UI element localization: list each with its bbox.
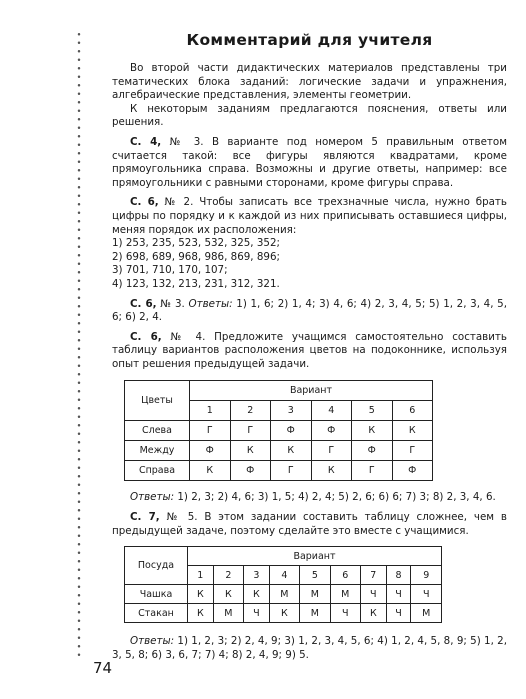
table-cell: К <box>352 421 393 441</box>
table-cell: Ч <box>244 604 270 623</box>
table-cell: Г <box>352 461 393 481</box>
table-cell: Ч <box>411 585 442 604</box>
table-col-header: 3 <box>244 566 270 585</box>
table-col-header: 8 <box>386 566 411 585</box>
list-item: 3) 701, 710, 170, 107; <box>112 264 228 277</box>
table-corner-label: Цветы <box>125 381 190 421</box>
answers-paragraph-2 <box>112 635 507 662</box>
table-group-header: Вариант <box>188 547 442 566</box>
section-text: № 4. Предложите учащимся самостоятельно составить таблицу вариантов расположения цветов на подоконнике, используя опыт решения предыдущей задачи. <box>112 330 507 370</box>
list-item: 1) 253, 235, 523, 532, 325, 352; <box>112 237 280 250</box>
intro-paragraph-2: К некоторым заданиям предлагаются пояснения, ответы или решения. <box>112 102 507 129</box>
list-item: 4) 123, 132, 213, 231, 312, 321. <box>112 277 280 290</box>
table-col-header: 1 <box>190 401 231 421</box>
table-cell: Ф <box>190 441 231 461</box>
answers-text: 1) 1, 2, 3; 2) 2, 4, 9; 3) 1, 2, 3, 4, 5, 6; 4) 1, 2, 4, 5, 8, 9; 5) 1, 2, 3, 5, 8; 6) 3, 6, 7; 7) 4; 8) 2, 4, 9; 9) 5. <box>112 635 507 661</box>
dotted-margin-line <box>76 30 82 660</box>
answers-label: Ответы: <box>130 491 175 504</box>
table-cell: Г <box>392 441 433 461</box>
section-p6-n2 <box>112 196 507 237</box>
table-cell: М <box>269 585 299 604</box>
table-cell: К <box>230 441 271 461</box>
table-cell: К <box>269 604 299 623</box>
answers-text: 1) 2, 3; 2) 4, 6; 3) 1, 5; 4) 2, 4; 5) 2, 6; 6) 6; 7) 3; 8) 2, 3, 4, 6. <box>174 491 496 504</box>
table-cell: К <box>213 585 243 604</box>
table-cell: М <box>300 604 330 623</box>
table-row <box>125 441 433 461</box>
table-cell: К <box>361 604 387 623</box>
table-cell: Ф <box>230 461 271 481</box>
table-cell: Ф <box>311 421 352 441</box>
table-cell: Ч <box>330 604 360 623</box>
table-col-header: 5 <box>300 566 330 585</box>
list-item: 2) 698, 689, 968, 986, 869, 896; <box>112 250 280 263</box>
row-label: Стакан <box>125 604 188 623</box>
table-row <box>125 421 433 441</box>
row-label: Между <box>125 441 190 461</box>
table-cell: К <box>244 585 270 604</box>
table-cell: Ф <box>271 421 312 441</box>
table-cell: К <box>188 604 214 623</box>
table-col-header: 6 <box>330 566 360 585</box>
section-p7-n5 <box>112 511 507 538</box>
section-p4-n3 <box>112 136 507 190</box>
table-col-header: 7 <box>361 566 387 585</box>
section-number: № 3. <box>156 297 189 310</box>
table-col-header: 2 <box>230 401 271 421</box>
table-row <box>125 461 433 481</box>
table-col-header: 1 <box>188 566 214 585</box>
table-cell: Ч <box>386 604 411 623</box>
section-text: № 2. Чтобы записать все трехзначные числа, нужно брать цифры по порядку и к каждой из них приписывать оставшиеся цифры, меняя порядок их расположения: <box>112 196 507 236</box>
answers-label: Ответы: <box>188 297 233 310</box>
table-row <box>125 585 442 604</box>
table-col-header: 9 <box>411 566 442 585</box>
number-list <box>112 237 507 291</box>
table-corner-label: Посуда <box>125 547 188 585</box>
row-label: Чашка <box>125 585 188 604</box>
table-cell: К <box>311 461 352 481</box>
answers-paragraph-1 <box>112 491 507 505</box>
table-cell: К <box>392 421 433 441</box>
page-title: Комментарий для учителя <box>186 31 433 49</box>
page-ref: С. 6, <box>130 196 159 209</box>
table-cell: Г <box>271 461 312 481</box>
table-cell: М <box>213 604 243 623</box>
section-p6-n4 <box>112 331 507 372</box>
table-cell: Ф <box>392 461 433 481</box>
table-cell: Г <box>311 441 352 461</box>
section-text: № 3. В варианте под номером 5 правильным ответом считается такой: все фигуры являются квадратами, кроме прямоугольника справа. Возможны и другие ответы, например: все прямоугольники с равными сторонами, кроме фигуры справа. <box>112 135 507 189</box>
page-ref: С. 6, <box>130 330 162 343</box>
table-cell: М <box>330 585 360 604</box>
page-content <box>112 31 507 662</box>
dishes-table <box>124 546 442 623</box>
table-col-header: 6 <box>392 401 433 421</box>
page-ref: С. 4, <box>130 135 162 148</box>
table-col-header: 3 <box>271 401 312 421</box>
table-cell: М <box>411 604 442 623</box>
table-col-header: 5 <box>352 401 393 421</box>
section-text: № 5. В этом задании составить таблицу сложнее, чем в предыдущей задаче, поэтому сделайте это вместе с учащимися. <box>112 511 507 537</box>
table-col-header: 4 <box>269 566 299 585</box>
table-cell: Ф <box>352 441 393 461</box>
section-text: 1) 1, 6; 2) 1, 4; 3) 4, 6; 4) 2, 3, 4, 5; 5) 1, 2, 3, 4, 5, 6; 6) 2, 4. <box>112 297 507 324</box>
page-number: 74 <box>93 659 113 677</box>
table-cell: Ч <box>386 585 411 604</box>
table-group-header: Вариант <box>190 381 433 401</box>
table-row <box>125 604 442 623</box>
table-cell: Г <box>190 421 231 441</box>
section-p6-n3 <box>112 298 507 325</box>
table-cell: М <box>300 585 330 604</box>
flowers-table <box>124 380 433 481</box>
table-cell: Ч <box>361 585 387 604</box>
table-cell: К <box>188 585 214 604</box>
answers-label: Ответы: <box>130 635 175 648</box>
row-label: Справа <box>125 461 190 481</box>
table-cell: К <box>271 441 312 461</box>
row-label: Слева <box>125 421 190 441</box>
table-col-header: 4 <box>311 401 352 421</box>
table-cell: Г <box>230 421 271 441</box>
table-col-header: 2 <box>213 566 243 585</box>
page-ref: С. 7, <box>130 511 160 524</box>
table-cell: К <box>190 461 231 481</box>
page-ref: С. 6, <box>130 297 157 310</box>
intro-paragraph: Во второй части дидактических материалов представлены три тематических блока заданий: логические задачи и упражнения, алгебраические представления, элементы геометрии. <box>112 62 507 102</box>
